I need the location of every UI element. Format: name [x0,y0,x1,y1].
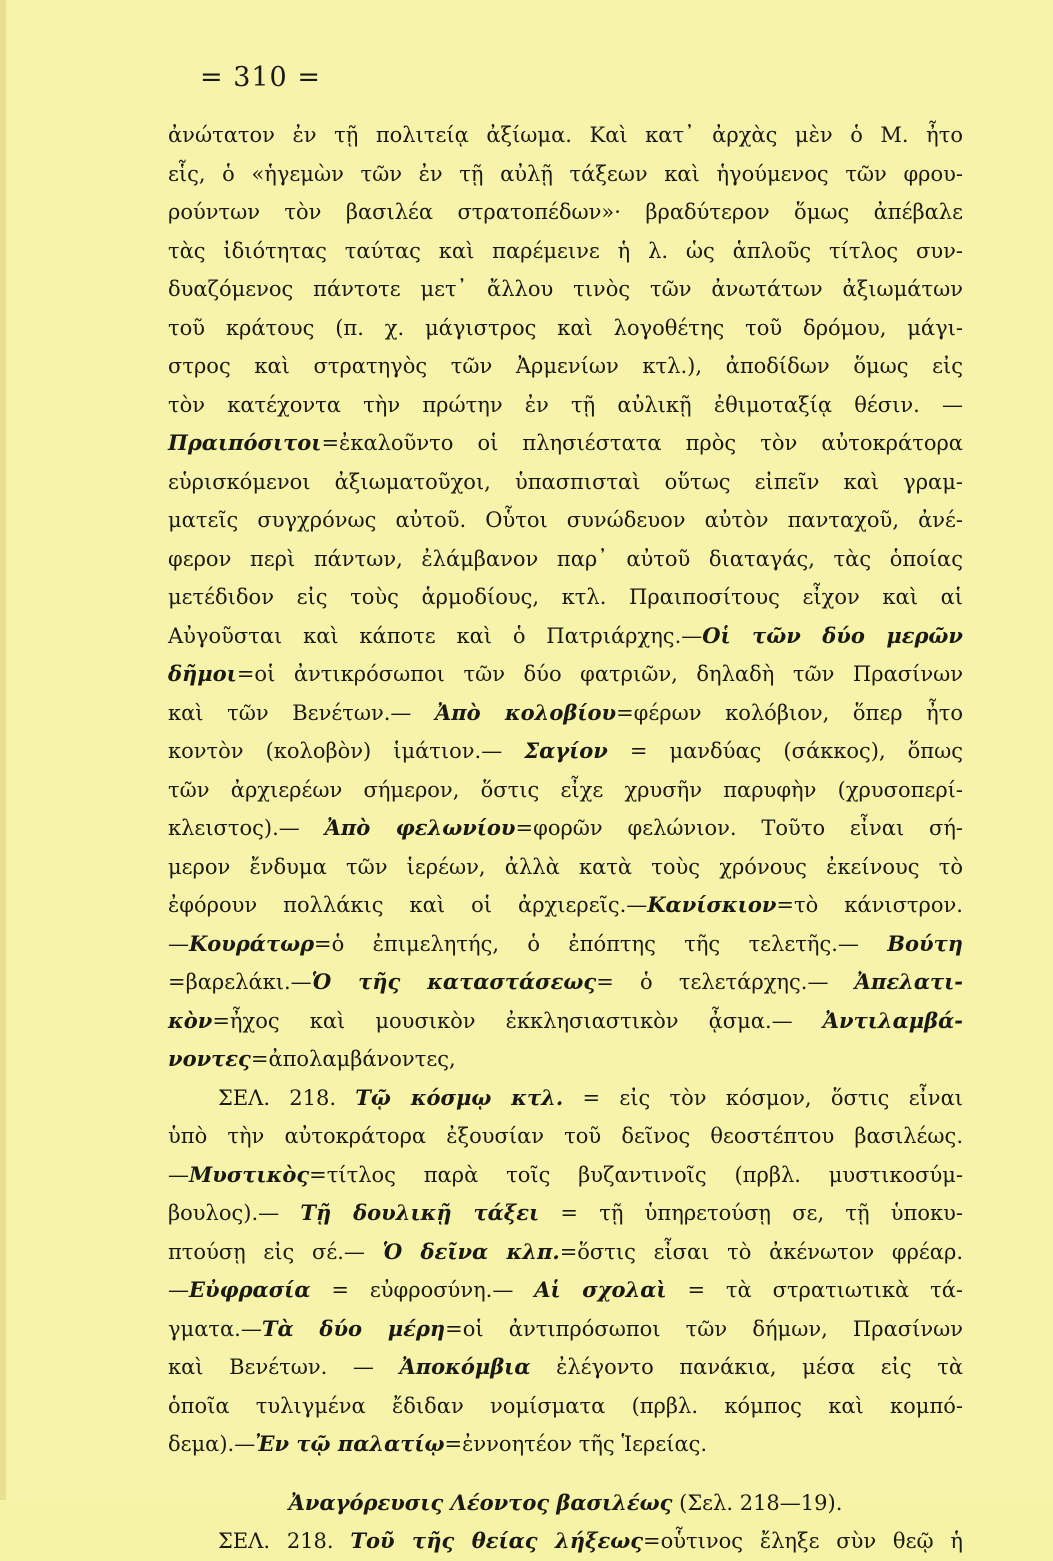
text-line [168,925,963,964]
text-line: ρούντων τὸν βασιλέα στρατοπέδων»· βραδύτερον ὅμως ἀπέβαλε [168,200,963,224]
text-line [168,1079,963,1118]
definition: =φέρων κολόβιον, ὅπερ ἦτο [616,700,963,725]
term: Ἀπὸ φελωνίου [324,815,516,840]
heading-ref: (Σελ. 218—19). [672,1490,843,1515]
term: Μυστικὸς [189,1161,310,1187]
term: Ἀντιλαμβά- [822,1007,963,1033]
term: κὸν [168,1007,213,1033]
definition: ἐλέγοντο πανάκια, μέσα εἰς τὰ [530,1355,963,1379]
definition: =ἦχος καὶ μουσικὸν ἐκκλησιαστικὸν ᾆσμα.— [212,1008,823,1033]
term: Τῷ κόσμῳ κτλ. [355,1084,564,1110]
definition: =τὸ κάνιστρον. [776,893,963,917]
text-line [168,1522,963,1561]
text-line: τὸν κατέχοντα τὴν πρώτην ἐν τῇ αὐλικῇ ἐθιμοταξίᾳ θέσιν. — [168,392,963,417]
text-line [168,1156,963,1195]
definition: =τίτλος παρὰ τοῖς βυζαντινοῖς (πρβλ. μυστικοσύμ- [309,1162,963,1187]
text-line [168,1002,963,1041]
text-run: κλειστος).— [168,816,325,840]
definition: =ἀπολαμβάνοντες, [250,1047,456,1071]
text-line: ὑπὸ τὴν αὐτοκράτορα ἐξουσίαν τοῦ δεῖνος θεοστέπτου βασιλέως. [168,1124,963,1148]
definition: = εἰς τὸν κόσμον, ὅστις εἶναι [563,1085,963,1110]
term: Οἱ τῶν δύο μερῶν [702,622,963,648]
term: Αἱ σχολαὶ [534,1277,667,1302]
definition: =οἱ ἀντικρόσωποι τῶν δύο φατριῶν, δηλαδὴ τῶν Πρασίνων [236,662,963,686]
text-line: ματεῖς συγχρόνως αὐτοῦ. Οὗτοι συνώδευον αὐτὸν πανταχοῦ, ἀνέ- [168,508,963,532]
definition: =ἐκαλοῦντο οἱ πλησιέστατα πρὸς τὸν αὐτοκράτορα [321,431,963,455]
page-number: = 310 = [200,62,321,93]
definition: =ἐννοητέον τῆς Ἱερείας. [444,1432,708,1456]
definition: = εὐφροσύνη.— [310,1278,535,1302]
text-line [168,1310,963,1349]
text-line [168,963,963,1002]
text-run: ΣΕΛ. 218. [218,1085,356,1110]
text-line [168,809,963,848]
definition: =οὗτινος ἔληξε σὺν θεῷ ἡ [643,1529,963,1553]
section-heading [168,1484,963,1523]
term: Σαγίον [524,738,608,763]
text-line: ὁποῖα τυλιγμένα ἔδιδαν νομίσματα (πρβλ. κόμπος καὶ κομπό- [168,1393,963,1418]
text-run: πτούσῃ εἰς σέ.— [168,1239,383,1264]
text-line: δυαζόμενος πάντοτε μετ᾽ ἄλλου τινὸς τῶν ἀνωτάτων ἀξιωμάτων [168,277,963,301]
text-line [168,1233,963,1272]
text-run: =βαρελάκι.— [168,970,312,994]
text-line: στρος καὶ στρατηγὸς τῶν Ἀρμενίων κτλ.), ἀποδίδων ὅμως εἰς [168,354,963,378]
text-run: γματα.— [168,1316,262,1341]
text-run: — [168,1278,189,1302]
text-line: τοῦ κράτους (π. χ. μάγιστρος καὶ λογοθέτης τοῦ δρόμου, μάγι- [168,315,963,340]
page-edge [0,0,6,1500]
text-line [168,424,963,463]
text-line [168,1348,963,1387]
text-line: εἷς, ὁ «ἡγεμὼν τῶν ἐν τῇ αὐλῇ τάξεων καὶ ἡγούμενος τῶν φρου- [168,161,963,186]
term: Ἐν τῷ παλατίῳ [255,1431,445,1456]
text-line [168,886,963,925]
text-run: δεμα).— [168,1432,256,1456]
text-run: βουλος).— [168,1201,301,1225]
text-run: — [168,1162,189,1187]
term: δῆμοι [168,661,237,686]
text-run: ἐφόρουν πολλάκις καὶ οἱ ἀρχιερεῖς.— [168,893,648,917]
text-line [168,732,963,771]
term: Τοῦ τῆς θείας λήξεως [350,1528,643,1553]
text-run: κοντὸν (κολοβὸν) ἱμάτιον.— [168,739,525,763]
definition: = τὰ στρατιωτικὰ τά- [666,1278,963,1302]
definition: = τῇ ὑπηρετούσῃ σε, τῇ ὑποκυ- [539,1201,963,1225]
definition: = μανδύας (σάκκος), ὅπως [607,739,963,763]
text-line: τῶν ἀρχιερέων σήμερον, ὅστις εἶχε χρυσῆν παρυφὴν (χρυσοπερί- [168,777,963,802]
term: Εὐφρασία [189,1277,311,1302]
text-line [168,1425,963,1464]
term: Ὁ δεῖνα κλπ. [382,1238,560,1264]
section-gap [168,1464,963,1484]
text-line: μερον ἔνδυμα τῶν ἱερέων, ἀλλὰ κατὰ τοὺς χρόνους ἐκείνους τὸ [168,854,963,879]
body-text [168,116,963,1561]
term: Ἀποκόμβια [399,1354,531,1379]
term: Βούτη [887,930,963,956]
text-run: καὶ Βενέτων. — [168,1355,400,1379]
definition: =φορῶν φελώνιον. Τοῦτο εἶναι σή- [515,816,964,840]
text-run: Αὐγοῦσται καὶ κάποτε καὶ ὁ Πατριάρχης.— [168,623,703,648]
term: Τῇ δουλικῇ τάξει [300,1200,540,1225]
text-line [168,655,963,694]
text-line: εὑρισκόμενοι ἀξιωματοῦχοι, ὑπασπισταὶ οὕτως εἰπεῖν καὶ γραμ- [168,469,963,494]
definition: =ὅστις εἶσαι τὸ ἀκένωτον φρέαρ. [559,1239,963,1264]
term: Ἀπὸ κολοβίου [435,699,617,725]
text-line: ἀνώτατον ἐν τῇ πολιτείᾳ ἀξίωμα. Καὶ κατ᾽ ἀρχὰς μὲν ὁ Μ. ἦτο [168,123,963,147]
heading-title: Ἀναγόρευσις Λέοντος βασιλέως [288,1489,673,1515]
term: Κανίσκιον [647,892,777,917]
text-line [168,617,963,656]
text-line: φερον περὶ πάντων, ἐλάμβανον παρ᾽ αὐτοῦ διαταγάς, τὰς ὁποίας [168,546,963,571]
definition: = ὁ τελετάρχης.— [596,970,855,994]
text-run: καὶ τῶν Βενέτων.— [168,700,435,725]
term: Ἀπελατι- [854,969,963,994]
term: νοντες [168,1046,251,1071]
text-line [168,1040,963,1079]
definition: =ὁ ἐπιμελητής, ὁ ἐπόπτης τῆς τελετῆς.— [314,931,888,956]
term: Ὁ τῆς καταστάσεως [311,969,597,994]
term: Τὰ δύο μέρη [261,1315,446,1341]
text-run: ΣΕΛ. 218. [218,1529,351,1553]
text-line [168,1271,963,1310]
term: Κουράτωρ [189,930,315,956]
text-line [168,694,963,733]
term: Πραιπόσιτοι [168,430,322,455]
text-line [168,1194,963,1233]
text-line: τὰς ἰδιότητας ταύτας καὶ παρέμεινε ἡ λ. ὡς ἁπλοῦς τίτλος συν- [168,238,963,263]
definition: =οἱ ἀντιπρόσωποι τῶν δήμων, Πρασίνων [445,1316,963,1341]
text-run: — [168,931,189,956]
text-line: μετέδιδον εἰς τοὺς ἁρμοδίους, κτλ. Πραιποσίτους εἶχον καὶ αἱ [168,585,963,609]
